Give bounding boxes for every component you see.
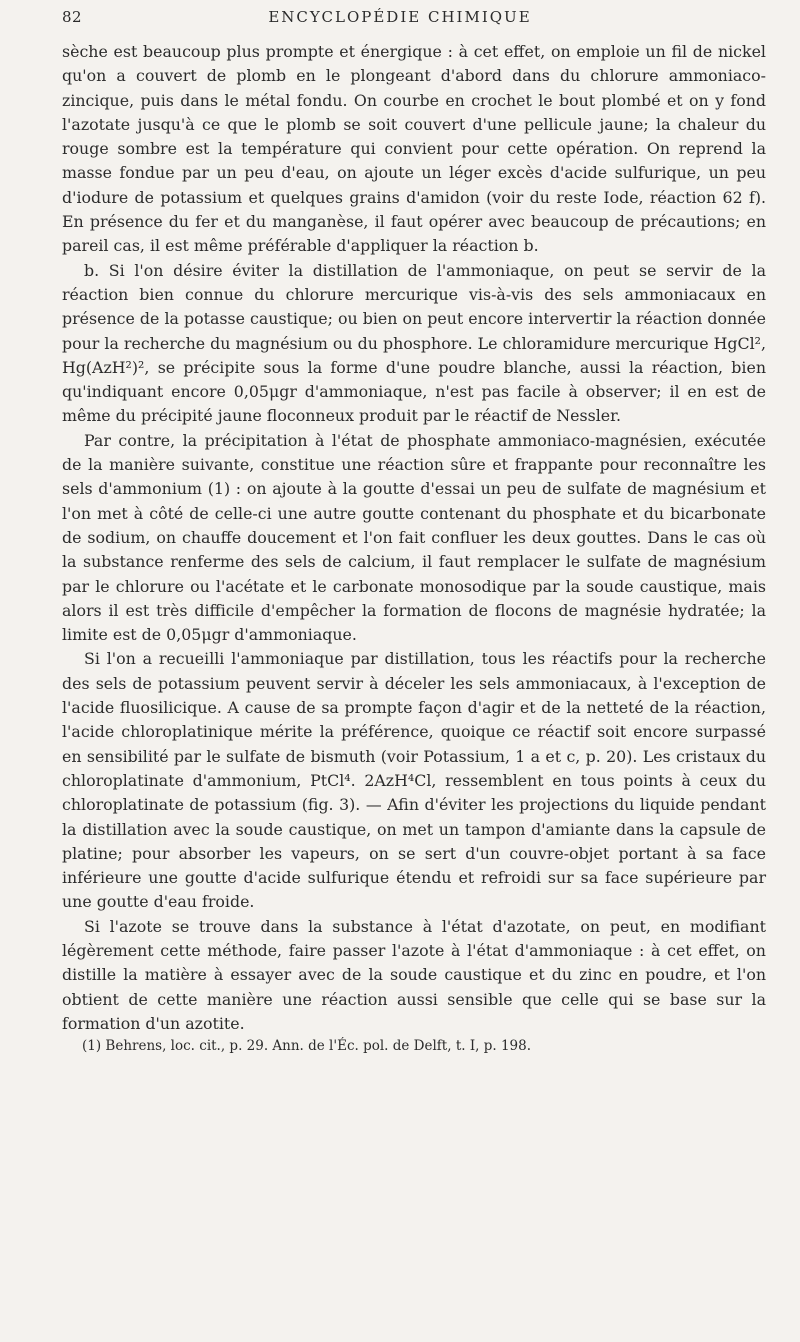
paragraph-3: Par contre, la précipitation à l'état de phosphate ammoniaco-magnésien, exécutée de la manière suivante, constitue une réaction sûre et frappante pour reconnaître les sels d'ammonium (1) : on ajoute à la goutte d'essai un peu de sulfate de magnésium et l'on met à côté de celle-ci une autre goutte contenant du phosphate et du bicarbonate de sodium, on chauffe doucement et l'on fait confluer les deux gouttes. Dans le cas où la substance renferme des sels de calcium, il faut remplacer le sulfate de magnésium par le chlorure ou l'acétate et le carbonate monosodique par la soude caustique, mais alors il est très difficile d'empêcher la formation de flocons de magnésie hydratée; la limite est de 0,05μgr d'ammoniaque. bbox=[62, 430, 766, 645]
footnote: (1) Behrens, loc. cit., p. 29. Ann. de l'Éc. pol. de Delft, t. I, p. 198. bbox=[82, 1038, 532, 1055]
paragraph-2: b. Si l'on désire éviter la distillation de l'ammoniaque, on peut se servir de la réaction bien connue du chlorure mercurique vis-à-vis des sels ammoniacaux en présence de la potasse caustique; ou bien on peut encore intervertir la réaction donnée pour la recherche du magnésium ou du phosphore. Le chloramidure mercurique HgCl², Hg(AzH²)², se précipite sous la forme d'une poudre blanche, aussi la réaction, bien qu'indiquant encore 0,05μgr d'ammoniaque, n'est pas facile à observer; il en est de même du précipité jaune floconneux produit par le réactif de Nessler. bbox=[62, 260, 766, 426]
running-head: ENCYCLOPÉDIE CHIMIQUE bbox=[268, 8, 532, 26]
body-text bbox=[62, 40, 766, 1056]
page-number: 82 bbox=[62, 8, 83, 26]
paragraph-1: sèche est beaucoup plus prompte et énergique : à cet effet, on emploie un fil de nickel qu'on a couvert de plomb en le plongeant d'abord dans du chlorure ammoniaco-zincique, puis dans le métal fondu. On courbe en crochet le bout plombé et on y fond l'azotate jusqu'à ce que le plomb se soit couvert d'une pellicule jaune; la chaleur du rouge sombre est la température qui convient pour cette opération. On reprend la masse fondue par un peu d'eau, on ajoute un léger excès d'acide sulfurique, un peu d'iodure de potassium et quelques grains d'amidon (voir du reste Iode, réaction 62 f). En présence du fer et du manganèse, il faut opérer avec beaucoup de précautions; en pareil cas, il est même préférable d'appliquer la réaction b. bbox=[62, 42, 766, 256]
paragraph-5: Si l'azote se trouve dans la substance à l'état d'azotate, on peut, en modifiant légèrement cette méthode, faire passer l'azote à l'état d'ammoniaque : à cet effet, on distille la matière à essayer avec de la soude caustique et du zinc en poudre, et l'on obtient de cette manière une réaction aussi sensible que celle qui se base sur la formation d'un azotite. bbox=[62, 916, 766, 1033]
paragraph-4: Si l'on a recueilli l'ammoniaque par distillation, tous les réactifs pour la recherche des sels de potassium peuvent servir à déceler les sels ammoniacaux, à l'exception de l'acide fluosilicique. A cause de sa prompte façon d'agir et de la netteté de la réaction, l'acide chloroplatinique mérite la préférence, quoique ce réactif soit encore surpassé en sensibilité par le sulfate de bismuth (voir Potassium, 1 a et c, p. 20). Les cristaux du chloroplatinate d'ammonium, PtCl⁴. 2AzH⁴Cl, ressemblent en tous points à ceux du chloroplatinate de potassium (fig. 3). — Afin d'éviter les projections du liquide pendant la distillation avec la soude caustique, on met un tampon d'amiante dans la capsule de platine; pour absorber les vapeurs, on se sert d'un couvre-objet portant à sa face inférieure une goutte d'acide sulfurique étendu et refroidi sur sa face supérieure par une goutte d'eau froide. bbox=[62, 649, 766, 912]
page-header bbox=[62, 8, 738, 32]
